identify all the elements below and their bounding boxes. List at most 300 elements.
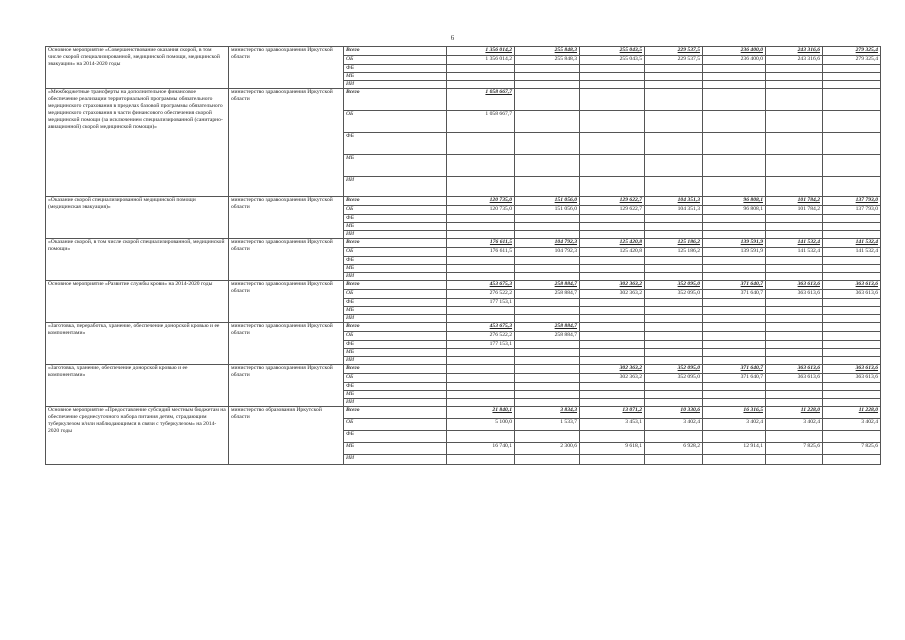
amount-cell bbox=[703, 81, 766, 89]
amount-cell: 177 153,1 bbox=[447, 299, 515, 307]
amount-cell bbox=[766, 391, 823, 399]
amount-cell bbox=[703, 323, 766, 332]
amount-cell: 137 793,0 bbox=[823, 197, 881, 206]
table-row bbox=[46, 47, 881, 56]
amount-cell bbox=[447, 273, 515, 281]
amount-cell bbox=[766, 431, 823, 443]
amount-cell: 104 792,3 bbox=[515, 248, 580, 257]
funding-source: Всего bbox=[344, 323, 447, 332]
amount-cell: 258 884,7 bbox=[515, 332, 580, 341]
amount-cell bbox=[823, 155, 881, 177]
funding-source: ИИ bbox=[344, 399, 447, 407]
funding-source: Всего bbox=[344, 197, 447, 206]
amount-cell bbox=[515, 391, 580, 399]
amount-cell bbox=[703, 231, 766, 239]
executor-name: министерство здравоохранения Иркутской области bbox=[229, 323, 344, 365]
amount-cell bbox=[823, 81, 881, 89]
amount-cell: 120 735,0 bbox=[447, 197, 515, 206]
amount-cell bbox=[645, 349, 703, 357]
measure-name: «Заготовка, переработка, хранение, обеспечение донорской кровью и ее компонентами» bbox=[46, 323, 229, 365]
funding-source: ФБ bbox=[344, 257, 447, 265]
amount-cell bbox=[645, 273, 703, 281]
amount-cell: 129 622,7 bbox=[580, 206, 645, 215]
funding-source: ИИ bbox=[344, 315, 447, 323]
table-row bbox=[46, 239, 881, 248]
amount-cell bbox=[580, 223, 645, 231]
amount-cell: 11 228,0 bbox=[766, 407, 823, 419]
amount-cell bbox=[766, 273, 823, 281]
amount-cell: 302 363,2 bbox=[580, 374, 645, 383]
amount-cell: 1 533,7 bbox=[515, 419, 580, 431]
amount-cell bbox=[645, 332, 703, 341]
amount-cell bbox=[515, 81, 580, 89]
amount-cell: 139 591,9 bbox=[703, 239, 766, 248]
amount-cell bbox=[645, 399, 703, 407]
measure-name: Основное мероприятие «Развитие службы крови» на 2014-2020 годы bbox=[46, 281, 229, 323]
amount-cell: 236 400,0 bbox=[703, 47, 766, 56]
amount-cell bbox=[823, 177, 881, 197]
amount-cell bbox=[645, 215, 703, 223]
amount-cell bbox=[823, 231, 881, 239]
amount-cell bbox=[447, 215, 515, 223]
amount-cell bbox=[447, 431, 515, 443]
amount-cell: 177 153,1 bbox=[447, 341, 515, 349]
amount-cell bbox=[645, 323, 703, 332]
amount-cell bbox=[580, 341, 645, 349]
amount-cell bbox=[580, 315, 645, 323]
amount-cell: 363 613,6 bbox=[766, 374, 823, 383]
amount-cell bbox=[766, 111, 823, 133]
amount-cell: 229 537,5 bbox=[645, 47, 703, 56]
amount-cell bbox=[515, 383, 580, 391]
amount-cell bbox=[703, 111, 766, 133]
amount-cell: 11 228,0 bbox=[823, 407, 881, 419]
funding-source: Всего bbox=[344, 89, 447, 111]
amount-cell: 96 808,1 bbox=[703, 206, 766, 215]
amount-cell: 9 618,1 bbox=[580, 443, 645, 455]
amount-cell: 352 095,0 bbox=[645, 281, 703, 290]
amount-cell bbox=[823, 73, 881, 81]
amount-cell: 243 316,6 bbox=[766, 56, 823, 65]
amount-cell bbox=[823, 265, 881, 273]
amount-cell: 255 848,3 bbox=[515, 56, 580, 65]
amount-cell: 176 611,5 bbox=[447, 239, 515, 248]
amount-cell bbox=[645, 431, 703, 443]
amount-cell: 363 613,6 bbox=[766, 365, 823, 374]
amount-cell bbox=[447, 365, 515, 374]
amount-cell: 3 402,4 bbox=[823, 419, 881, 431]
amount-cell bbox=[580, 383, 645, 391]
amount-cell: 141 532,4 bbox=[823, 239, 881, 248]
funding-source: ОБ bbox=[344, 111, 447, 133]
funding-source: МБ bbox=[344, 307, 447, 315]
amount-cell: 125 420,8 bbox=[580, 239, 645, 248]
funding-source: ОБ bbox=[344, 206, 447, 215]
amount-cell bbox=[645, 89, 703, 111]
amount-cell: 104 351,3 bbox=[645, 197, 703, 206]
executor-name: министерство здравоохранения Иркутской области bbox=[229, 239, 344, 281]
amount-cell: 371 640,7 bbox=[703, 374, 766, 383]
amount-cell bbox=[823, 299, 881, 307]
amount-cell bbox=[703, 357, 766, 365]
amount-cell: 141 532,4 bbox=[766, 248, 823, 257]
funding-source: МБ bbox=[344, 443, 447, 455]
amount-cell bbox=[645, 231, 703, 239]
amount-cell: 16 316,5 bbox=[703, 407, 766, 419]
amount-cell bbox=[515, 374, 580, 383]
amount-cell bbox=[580, 357, 645, 365]
funding-source: ИИ bbox=[344, 177, 447, 197]
amount-cell bbox=[447, 73, 515, 81]
amount-cell bbox=[580, 133, 645, 155]
amount-cell bbox=[580, 332, 645, 341]
amount-cell bbox=[515, 341, 580, 349]
amount-cell: 6 928,2 bbox=[645, 443, 703, 455]
amount-cell: 371 640,7 bbox=[703, 365, 766, 374]
executor-name: министерство здравоохранения Иркутской области bbox=[229, 281, 344, 323]
amount-cell bbox=[703, 299, 766, 307]
amount-cell bbox=[515, 307, 580, 315]
amount-cell: 1 058 667,7 bbox=[447, 89, 515, 111]
amount-cell bbox=[823, 332, 881, 341]
funding-source: ФБ bbox=[344, 215, 447, 223]
amount-cell bbox=[645, 65, 703, 73]
amount-cell bbox=[515, 365, 580, 374]
amount-cell bbox=[645, 111, 703, 133]
funding-source: МБ bbox=[344, 73, 447, 81]
executor-name: министерство здравоохранения Иркутской области bbox=[229, 89, 344, 197]
amount-cell bbox=[447, 155, 515, 177]
amount-cell bbox=[823, 273, 881, 281]
table-row bbox=[46, 197, 881, 206]
amount-cell: 176 611,5 bbox=[447, 248, 515, 257]
amount-cell bbox=[580, 215, 645, 223]
amount-cell bbox=[515, 399, 580, 407]
funding-source: МБ bbox=[344, 349, 447, 357]
amount-cell: 279 325,4 bbox=[823, 56, 881, 65]
amount-cell: 363 613,6 bbox=[823, 374, 881, 383]
amount-cell bbox=[645, 315, 703, 323]
amount-cell bbox=[823, 391, 881, 399]
amount-cell bbox=[823, 349, 881, 357]
table-row bbox=[46, 365, 881, 374]
amount-cell bbox=[766, 89, 823, 111]
amount-cell bbox=[703, 215, 766, 223]
amount-cell bbox=[515, 431, 580, 443]
amount-cell bbox=[447, 399, 515, 407]
amount-cell bbox=[823, 341, 881, 349]
amount-cell bbox=[515, 273, 580, 281]
amount-cell bbox=[645, 133, 703, 155]
amount-cell: 101 784,2 bbox=[766, 206, 823, 215]
amount-cell bbox=[703, 177, 766, 197]
amount-cell bbox=[703, 133, 766, 155]
funding-source: ФБ bbox=[344, 341, 447, 349]
budget-table bbox=[45, 46, 881, 465]
amount-cell bbox=[766, 65, 823, 73]
amount-cell bbox=[447, 223, 515, 231]
measure-name: Основное мероприятие «Предоставление субсидий местным бюджетам на обеспечение среднесуточного набора питания детям, страдающим туберкулезом и/или наблюдающимся в связи с туберкулезом» на 2014-2020 годы bbox=[46, 407, 229, 465]
amount-cell: 371 640,7 bbox=[703, 281, 766, 290]
funding-source: ОБ bbox=[344, 374, 447, 383]
measure-name: «Оказание скорой специализированной медицинской помощи (медицинская эвакуация)» bbox=[46, 197, 229, 239]
executor-name: министерство здравоохранения Иркутской области bbox=[229, 47, 344, 89]
amount-cell bbox=[766, 215, 823, 223]
amount-cell bbox=[766, 323, 823, 332]
measure-name: «Оказание скорой, в том числе скорой специализированной, медицинской помощи» bbox=[46, 239, 229, 281]
funding-source: ИИ bbox=[344, 273, 447, 281]
amount-cell: 141 532,4 bbox=[766, 239, 823, 248]
amount-cell: 21 840,1 bbox=[447, 407, 515, 419]
amount-cell: 363 613,6 bbox=[823, 365, 881, 374]
amount-cell: 302 363,2 bbox=[580, 365, 645, 374]
amount-cell bbox=[703, 265, 766, 273]
amount-cell bbox=[515, 455, 580, 465]
amount-cell: 1 356 014,2 bbox=[447, 47, 515, 56]
amount-cell bbox=[766, 455, 823, 465]
amount-cell bbox=[766, 73, 823, 81]
amount-cell: 7 825,6 bbox=[823, 443, 881, 455]
amount-cell bbox=[645, 383, 703, 391]
executor-name: министерство здравоохранения Иркутской области bbox=[229, 197, 344, 239]
amount-cell: 302 363,2 bbox=[580, 290, 645, 299]
amount-cell bbox=[580, 431, 645, 443]
amount-cell bbox=[703, 155, 766, 177]
amount-cell: 151 056,0 bbox=[515, 206, 580, 215]
amount-cell bbox=[515, 231, 580, 239]
funding-source: ИИ bbox=[344, 455, 447, 465]
table-row bbox=[46, 281, 881, 290]
amount-cell bbox=[645, 357, 703, 365]
amount-cell bbox=[447, 391, 515, 399]
amount-cell bbox=[515, 89, 580, 111]
funding-source: ФБ bbox=[344, 65, 447, 73]
amount-cell: 3 402,4 bbox=[645, 419, 703, 431]
amount-cell bbox=[703, 341, 766, 349]
amount-cell bbox=[515, 257, 580, 265]
amount-cell bbox=[766, 349, 823, 357]
executor-name: министерство здравоохранения Иркутской области bbox=[229, 365, 344, 407]
amount-cell bbox=[766, 307, 823, 315]
amount-cell bbox=[823, 323, 881, 332]
amount-cell: 243 316,6 bbox=[766, 47, 823, 56]
amount-cell bbox=[580, 257, 645, 265]
amount-cell bbox=[823, 455, 881, 465]
amount-cell bbox=[580, 65, 645, 73]
funding-source: ИИ bbox=[344, 357, 447, 365]
amount-cell bbox=[645, 73, 703, 81]
funding-source: ИИ bbox=[344, 81, 447, 89]
budget-table-body bbox=[46, 47, 881, 465]
funding-source: ФБ bbox=[344, 431, 447, 443]
amount-cell bbox=[823, 89, 881, 111]
amount-cell: 151 056,0 bbox=[515, 197, 580, 206]
amount-cell bbox=[580, 231, 645, 239]
table-row bbox=[46, 89, 881, 111]
amount-cell: 236 400,0 bbox=[703, 56, 766, 65]
amount-cell: 2 300,6 bbox=[515, 443, 580, 455]
amount-cell bbox=[823, 65, 881, 73]
amount-cell bbox=[823, 307, 881, 315]
amount-cell bbox=[580, 89, 645, 111]
amount-cell bbox=[823, 383, 881, 391]
amount-cell: 279 325,4 bbox=[823, 47, 881, 56]
amount-cell bbox=[766, 399, 823, 407]
amount-cell bbox=[447, 307, 515, 315]
funding-source: ОБ bbox=[344, 248, 447, 257]
amount-cell bbox=[580, 399, 645, 407]
amount-cell: 104 792,3 bbox=[515, 239, 580, 248]
amount-cell: 352 095,0 bbox=[645, 374, 703, 383]
amount-cell: 7 825,6 bbox=[766, 443, 823, 455]
amount-cell: 137 793,0 bbox=[823, 206, 881, 215]
amount-cell: 3 834,3 bbox=[515, 407, 580, 419]
amount-cell bbox=[645, 299, 703, 307]
amount-cell bbox=[515, 111, 580, 133]
amount-cell bbox=[515, 223, 580, 231]
amount-cell bbox=[447, 374, 515, 383]
amount-cell: 276 522,2 bbox=[447, 290, 515, 299]
measure-name: «Заготовка, хранение, обеспечение донорской кровью и ее компонентами» bbox=[46, 365, 229, 407]
amount-cell bbox=[515, 177, 580, 197]
funding-source: МБ bbox=[344, 155, 447, 177]
funding-source: Всего bbox=[344, 47, 447, 56]
amount-cell bbox=[447, 257, 515, 265]
amount-cell: 276 522,2 bbox=[447, 332, 515, 341]
measure-name: «Межбюджетные трансферты на дополнительное финансовое обеспечение реализации территориальной программы обязательного медицинского страхования в пределах базовой программы обязательного медицинского страхования в части финансового обеспечения скорой медицинской помощи (за исключением специализированной (санитарно-авиационной) скорой медицинской помощи)» bbox=[46, 89, 229, 197]
amount-cell bbox=[703, 391, 766, 399]
amount-cell bbox=[515, 65, 580, 73]
funding-source: ФБ bbox=[344, 383, 447, 391]
amount-cell bbox=[515, 73, 580, 81]
amount-cell bbox=[515, 133, 580, 155]
amount-cell: 255 043,5 bbox=[580, 47, 645, 56]
amount-cell: 363 613,6 bbox=[823, 281, 881, 290]
amount-cell bbox=[580, 265, 645, 273]
amount-cell: 16 740,1 bbox=[447, 443, 515, 455]
amount-cell bbox=[447, 65, 515, 73]
amount-cell bbox=[703, 257, 766, 265]
amount-cell: 371 640,7 bbox=[703, 290, 766, 299]
amount-cell bbox=[766, 332, 823, 341]
funding-source: ОБ bbox=[344, 290, 447, 299]
amount-cell: 3 402,4 bbox=[766, 419, 823, 431]
amount-cell bbox=[703, 273, 766, 281]
funding-source: ОБ bbox=[344, 56, 447, 65]
amount-cell bbox=[823, 431, 881, 443]
amount-cell: 96 808,1 bbox=[703, 197, 766, 206]
amount-cell bbox=[766, 177, 823, 197]
amount-cell bbox=[645, 81, 703, 89]
amount-cell bbox=[645, 391, 703, 399]
amount-cell bbox=[766, 133, 823, 155]
amount-cell bbox=[447, 133, 515, 155]
amount-cell bbox=[645, 257, 703, 265]
amount-cell bbox=[703, 349, 766, 357]
amount-cell bbox=[703, 89, 766, 111]
funding-source: ФБ bbox=[344, 299, 447, 307]
amount-cell: 125 420,8 bbox=[580, 248, 645, 257]
amount-cell bbox=[823, 223, 881, 231]
funding-source: Всего bbox=[344, 239, 447, 248]
amount-cell bbox=[823, 215, 881, 223]
funding-source: МБ bbox=[344, 391, 447, 399]
measure-name: Основное мероприятие «Совершенствование оказания скорой, в том числе скорой специализированной, медицинской помощи, медицинской эвакуации» на 2014-2020 годы bbox=[46, 47, 229, 89]
amount-cell bbox=[823, 315, 881, 323]
amount-cell bbox=[823, 111, 881, 133]
amount-cell: 101 784,2 bbox=[766, 197, 823, 206]
amount-cell: 13 071,2 bbox=[580, 407, 645, 419]
amount-cell bbox=[515, 357, 580, 365]
amount-cell bbox=[447, 383, 515, 391]
amount-cell bbox=[645, 265, 703, 273]
amount-cell bbox=[580, 111, 645, 133]
amount-cell: 258 884,7 bbox=[515, 323, 580, 332]
amount-cell bbox=[645, 455, 703, 465]
amount-cell bbox=[580, 307, 645, 315]
amount-cell: 104 351,3 bbox=[645, 206, 703, 215]
amount-cell bbox=[515, 155, 580, 177]
table-row bbox=[46, 323, 881, 332]
amount-cell bbox=[515, 315, 580, 323]
funding-source: Всего bbox=[344, 407, 447, 419]
amount-cell bbox=[580, 349, 645, 357]
amount-cell bbox=[766, 357, 823, 365]
amount-cell bbox=[703, 455, 766, 465]
amount-cell bbox=[823, 257, 881, 265]
amount-cell bbox=[823, 133, 881, 155]
funding-source: МБ bbox=[344, 223, 447, 231]
amount-cell: 3 402,4 bbox=[703, 419, 766, 431]
amount-cell bbox=[580, 455, 645, 465]
amount-cell bbox=[580, 273, 645, 281]
amount-cell bbox=[515, 215, 580, 223]
amount-cell: 141 532,4 bbox=[823, 248, 881, 257]
amount-cell bbox=[447, 265, 515, 273]
amount-cell bbox=[580, 155, 645, 177]
amount-cell: 258 884,7 bbox=[515, 281, 580, 290]
amount-cell bbox=[447, 177, 515, 197]
amount-cell: 352 095,0 bbox=[645, 290, 703, 299]
amount-cell bbox=[580, 299, 645, 307]
amount-cell: 363 613,6 bbox=[823, 290, 881, 299]
amount-cell bbox=[447, 81, 515, 89]
amount-cell bbox=[447, 231, 515, 239]
amount-cell: 255 848,3 bbox=[515, 47, 580, 56]
amount-cell bbox=[645, 223, 703, 231]
amount-cell bbox=[703, 399, 766, 407]
amount-cell: 352 095,0 bbox=[645, 365, 703, 374]
amount-cell bbox=[447, 357, 515, 365]
amount-cell: 453 675,3 bbox=[447, 323, 515, 332]
amount-cell bbox=[703, 332, 766, 341]
amount-cell: 129 622,7 bbox=[580, 197, 645, 206]
amount-cell: 10 330,6 bbox=[645, 407, 703, 419]
amount-cell bbox=[580, 177, 645, 197]
amount-cell: 363 613,6 bbox=[766, 290, 823, 299]
amount-cell bbox=[580, 323, 645, 332]
amount-cell bbox=[766, 299, 823, 307]
amount-cell bbox=[703, 223, 766, 231]
amount-cell bbox=[703, 383, 766, 391]
amount-cell bbox=[703, 65, 766, 73]
amount-cell bbox=[703, 307, 766, 315]
amount-cell bbox=[645, 155, 703, 177]
amount-cell bbox=[823, 399, 881, 407]
amount-cell bbox=[766, 231, 823, 239]
amount-cell: 302 363,2 bbox=[580, 281, 645, 290]
amount-cell bbox=[645, 341, 703, 349]
